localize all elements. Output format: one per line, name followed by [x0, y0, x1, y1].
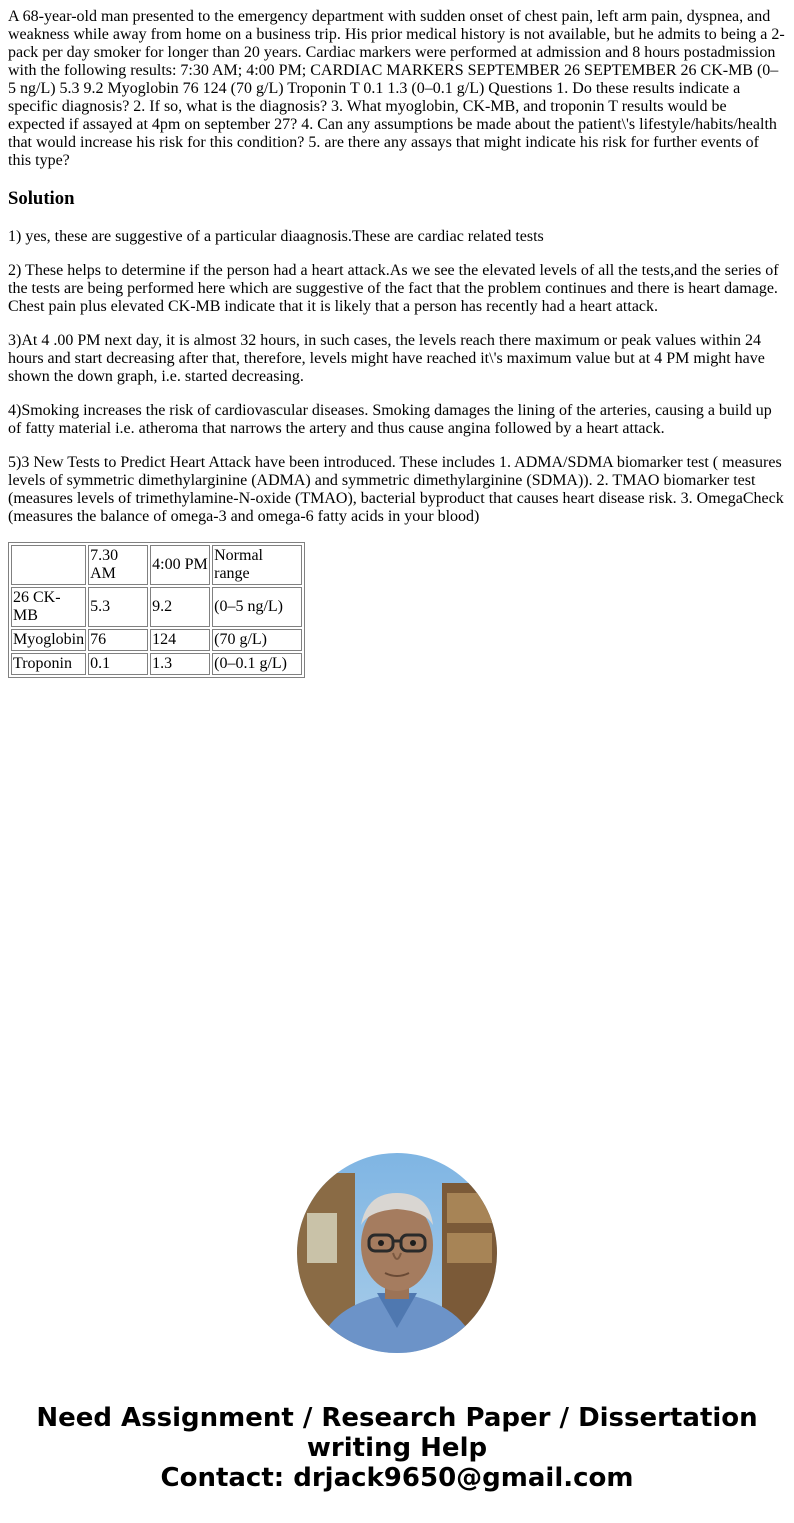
document-content	[8, 8, 786, 678]
table-cell: (70 g/L)	[212, 629, 302, 651]
answer-3: 3)At 4 .00 PM next day, it is almost 32 hours, in such cases, the levels reach there maximum or peak values within 24 hours and start decreasing after that, therefore, levels might have reached it\'s maximum value but at 4 PM might have shown the down graph, i.e. started decreasing.	[8, 332, 765, 385]
table-cell: (0–0.1 g/L)	[212, 653, 302, 675]
table-cell: 1.3	[150, 653, 210, 675]
table-row	[11, 653, 302, 675]
answer-5: 5)3 New Tests to Predict Heart Attack have been introduced. These includes 1. ADMA/SDMA biomarker test ( measures levels of symmetric dimethylarginine (ADMA) and symmetric dimethylarginine (SDMA)). 2. TMAO biomarker test (measures levels of trimethylamine-N-oxide (TMAO), bacterial byproduct that causes heart disease risk. 3. OmegaCheck (measures the balance of omega-3 and omega-6 fatty acids in your blood)	[8, 454, 784, 525]
promo-contact: Contact: drjack9650@gmail.com	[160, 1463, 634, 1493]
table-cell: 124	[150, 629, 210, 651]
table-cell: Myoglobin	[11, 629, 86, 651]
solution-heading: Solution	[8, 188, 75, 209]
answer-4: 4)Smoking increases the risk of cardiovascular diseases. Smoking damages the lining of the arteries, causing a build up of fatty material i.e. atheroma that narrows the artery and thus cause angina followed by a heart attack.	[8, 402, 772, 437]
table-cell: Troponin	[11, 653, 86, 675]
author-avatar	[297, 1153, 497, 1353]
table-header-cell: Normal range	[212, 545, 302, 585]
promo-banner	[0, 1403, 794, 1493]
table-cell: 26 CK-MB	[11, 587, 86, 627]
promo-line-1: Need Assignment / Research Paper / Dissertation	[36, 1403, 758, 1433]
cardiac-markers-table	[8, 542, 305, 678]
table-cell: (0–5 ng/L)	[212, 587, 302, 627]
table-row	[11, 587, 302, 627]
answer-1: 1) yes, these are suggestive of a particular diaagnosis.These are cardiac related tests	[8, 228, 544, 245]
table-header-row	[11, 545, 302, 585]
avatar-portrait	[297, 1153, 497, 1353]
table-row	[11, 629, 302, 651]
table-cell: 5.3	[88, 587, 148, 627]
table-header-cell: 4:00 PM	[150, 545, 210, 585]
promo-line-2: writing Help	[306, 1433, 488, 1463]
table-cell: 0.1	[88, 653, 148, 675]
table-header-cell: 7.30 AM	[88, 545, 148, 585]
table-cell: 76	[88, 629, 148, 651]
table-header-cell	[11, 545, 86, 585]
table-cell: 9.2	[150, 587, 210, 627]
question-text: A 68-year-old man presented to the emergency department with sudden onset of chest pain, left arm pain, dyspnea, and weakness while away from home on a business trip. His prior medical history is not available, but he admits to being a 2-pack per day smoker for longer than 20 years. Cardiac markers were performed at admission and 8 hours postadmission with the following results: 7:30 AM; 4:00 PM; CARDIAC MARKERS SEPTEMBER 26 SEPTEMBER 26 CK-MB (0–5 ng/L) 5.3 9.2 Myoglobin 76 124 (70 g/L) Troponin T 0.1 1.3 (0–0.1 g/L) Questions 1. Do these results indicate a specific diagnosis? 2. If so, what is the diagnosis? 3. What myoglobin, CK-MB, and troponin T results would be expected if assayed at 4pm on september 27? 4. Can any assumptions be made about the patient\'s lifestyle/habits/health that would increase his risk for this condition? 5. are there any assays that might indicate his risk for further events of this type?	[8, 8, 785, 169]
answer-2: 2) These helps to determine if the person had a heart attack.As we see the elevated levels of all the tests,and the series of the tests are being performed here which are suggestive of the fact that the problem continues and there is heart damage. Chest pain plus elevated CK-MB indicate that it is likely that a person has recently had a heart attack.	[8, 262, 779, 315]
